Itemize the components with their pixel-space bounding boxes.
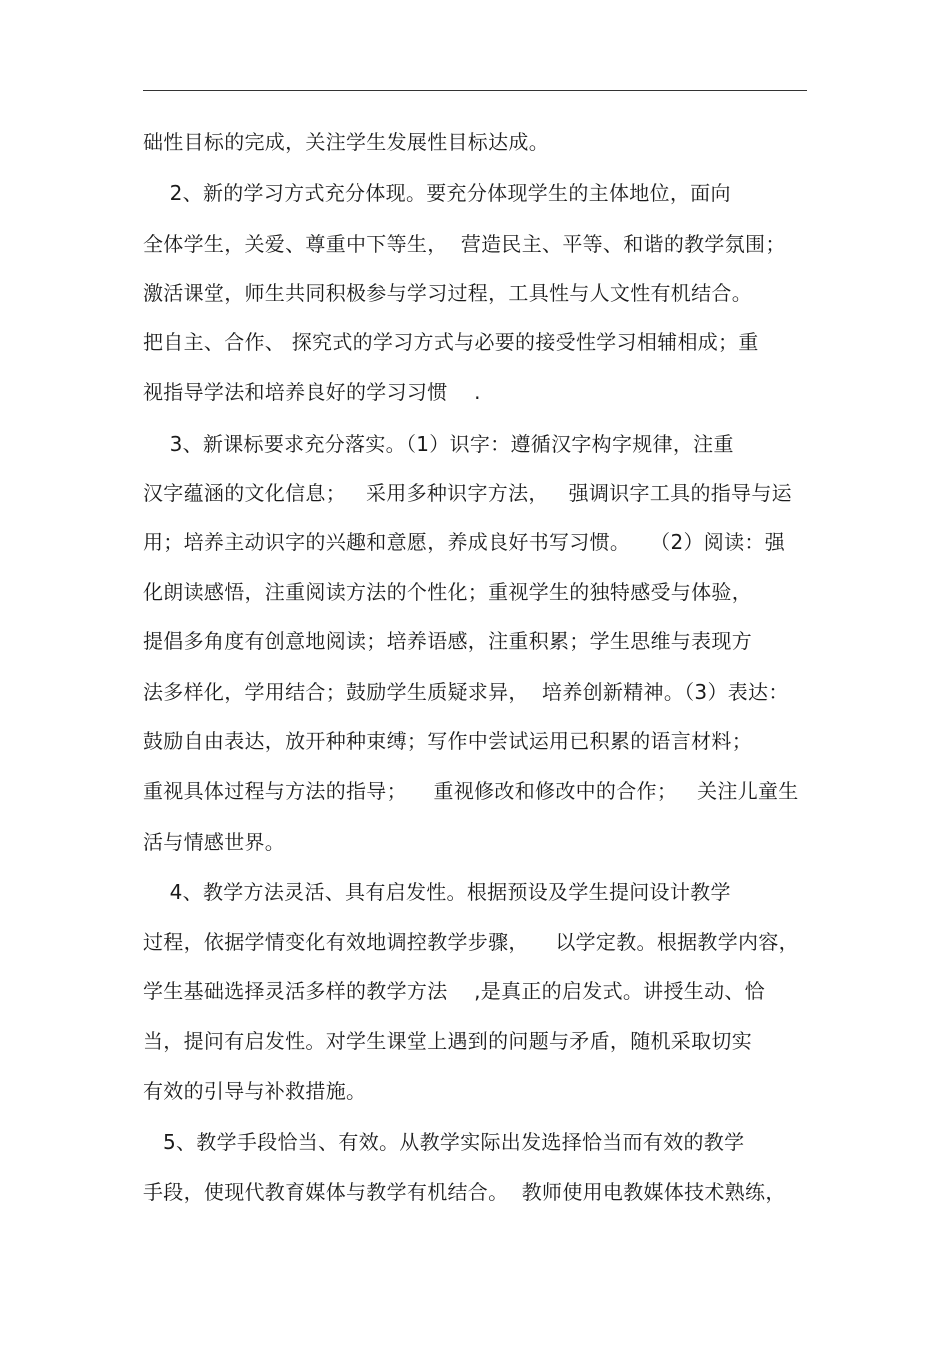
- text-line: 5、教学手段恰当、有效。从教学实际出发选择恰当而有效的教学: [143, 1130, 745, 1154]
- text-line: 当，提问有启发性。对学生课堂上遇到的问题与矛盾，随机采取切实: [143, 1029, 752, 1053]
- text-line: 学生基础选择灵活多样的教学方法 ,是真正的启发式。讲授生动、恰: [143, 979, 765, 1003]
- text-line: 有效的引导与补救措施。: [143, 1079, 367, 1103]
- text-line: 础性目标的完成，关注学生发展性目标达成。: [143, 130, 549, 154]
- text-line: 3、新课标要求充分落实。（1）识字：遵循汉字构字规律，注重: [143, 432, 734, 456]
- header-rule: [143, 90, 807, 91]
- text-line: 视指导学法和培养良好的学习习惯 .: [143, 380, 481, 404]
- text-line: 重视具体过程与方法的指导； 重视修改和修改中的合作； 关注儿童生: [143, 779, 799, 803]
- text-line: 化朗读感悟，注重阅读方法的个性化；重视学生的独特感受与体验，: [143, 580, 752, 604]
- text-line: 活与情感世界。: [143, 830, 286, 854]
- text-line: 用；培养主动识字的兴趣和意愿，养成良好书写习惯。 （2）阅读：强: [143, 530, 785, 554]
- text-line: 激活课堂，师生共同积极参与学习过程，工具性与人文性有机结合。: [143, 281, 752, 305]
- text-line: 全体学生，关爱、尊重中下等生， 营造民主、平等、和谐的教学氛围；: [143, 232, 786, 256]
- text-line: 过程，依据学情变化有效地调控教学步骤， 以学定教。根据教学内容，: [143, 930, 799, 954]
- text-line: 2、新的学习方式充分体现。要充分体现学生的主体地位，面向: [143, 181, 731, 205]
- text-line: 提倡多角度有创意地阅读；培养语感，注重积累；学生思维与表现方: [143, 629, 752, 653]
- text-line: 手段，使现代教育媒体与教学有机结合。 教师使用电教媒体技术熟练，: [143, 1180, 786, 1204]
- text-line: 汉字蕴涵的文化信息； 采用多种识字方法， 强调识字工具的指导与运: [143, 481, 792, 505]
- text-line: 把自主、合作、 探究式的学习方式与必要的接受性学习相辅相成；重: [143, 330, 759, 354]
- text-line: 鼓励自由表达，放开种种束缚；写作中尝试运用已积累的语言材料；: [143, 729, 752, 753]
- text-line: 4、教学方法灵活、具有启发性。根据预设及学生提问设计教学: [143, 880, 731, 904]
- text-line: 法多样化，学用结合；鼓励学生质疑求异， 培养创新精神。（3）表达：: [143, 680, 789, 704]
